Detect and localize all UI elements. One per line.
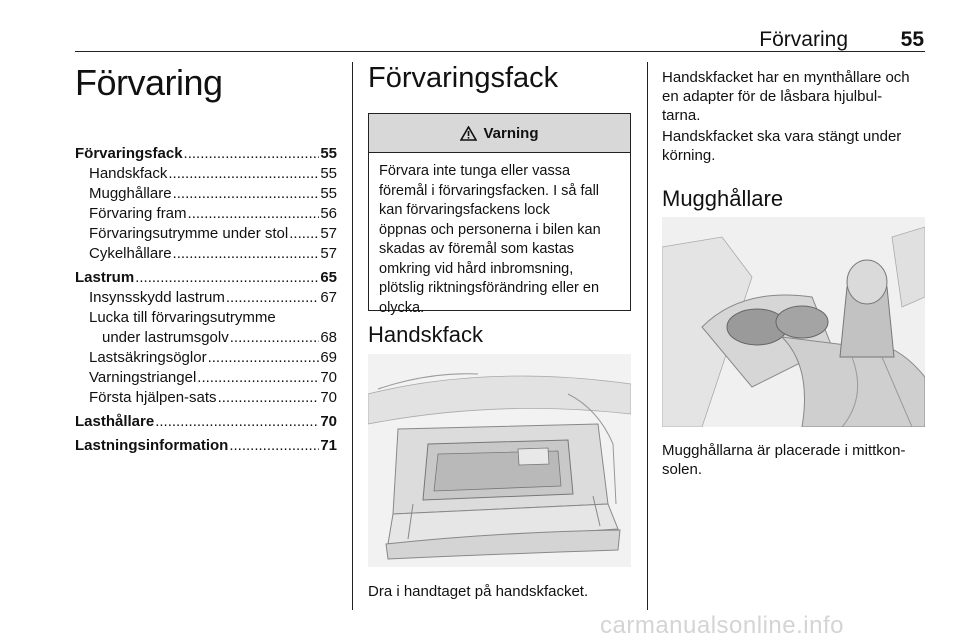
toc-entry[interactable]	[75, 204, 337, 224]
toc-entry-label: Insynsskydd lastrum	[89, 289, 225, 306]
toc-leader	[197, 368, 319, 388]
glovebox-closed-paragraph	[662, 127, 932, 165]
toc-section-entry[interactable]	[75, 436, 337, 456]
toc-page-number: 70	[320, 389, 337, 406]
toc-page-number: 57	[320, 245, 337, 262]
toc-entry[interactable]	[75, 288, 337, 308]
warning-line: plötslig riktningsförändring eller en	[379, 280, 600, 296]
toc-page-number: 70	[320, 413, 337, 430]
toc-entry-continuation[interactable]	[75, 328, 337, 348]
toc-section-entry[interactable]	[75, 144, 337, 164]
paragraph-line: solen.	[662, 461, 703, 478]
toc-page-number: 69	[320, 349, 337, 366]
toc-leader	[155, 412, 319, 432]
mugghallare-heading: Mugghållare	[662, 186, 784, 211]
toc-page-number: 57	[320, 225, 337, 242]
toc-page-number: 71	[320, 437, 337, 454]
handskfack-heading: Handskfack	[368, 322, 483, 347]
toc-entry-label: Lastrum	[75, 269, 135, 286]
toc-entry-label: Mugghållare	[89, 185, 172, 202]
toc-entry[interactable]	[75, 184, 337, 204]
toc-entry[interactable]	[75, 308, 337, 328]
toc-entry-label: Cykelhållare	[89, 245, 172, 262]
toc-leader	[173, 244, 320, 264]
toc-entry-label: Handskfack	[89, 165, 168, 182]
warning-line: öppnas och personerna i bilen kan	[379, 221, 601, 238]
warning-heading: Varning	[483, 124, 539, 142]
toc-leader	[135, 268, 319, 288]
toc-entry-label: Varningstriangel	[89, 369, 197, 386]
toc-entry-label: Lastningsinformation	[75, 437, 229, 454]
warning-line: kan förvaringsfackens lock	[379, 202, 550, 218]
toc-entry-label: Förvaringsfack	[75, 145, 183, 162]
toc-section-entry[interactable]	[75, 412, 337, 432]
paragraph-line: Handskfacket ska vara stängt under	[662, 128, 902, 145]
toc-page-number: 55	[320, 185, 337, 202]
toc-page-number: 67	[320, 289, 337, 306]
toc-leader	[229, 436, 319, 456]
glovebox-paragraph	[662, 68, 932, 125]
toc-entry[interactable]	[75, 244, 337, 264]
toc-entry[interactable]	[75, 368, 337, 388]
toc-entry-label: under lastrumsgolv	[102, 329, 229, 346]
toc-leader	[230, 328, 320, 348]
section-title: Förvaringsfack	[368, 62, 559, 94]
paragraph-line: Mugghållarna är placerade i mittkon-	[662, 442, 906, 459]
page-number: 55	[900, 28, 924, 51]
toc-entry[interactable]	[75, 388, 337, 408]
running-title: Förvaring	[759, 28, 848, 51]
toc-entry[interactable]	[75, 224, 337, 244]
paragraph-line: en adapter för de låsbara hjulbul-	[662, 88, 883, 105]
warning-line: Förvara inte tunga eller vassa	[379, 163, 571, 179]
toc-leader	[173, 184, 320, 204]
toc-entry-label: Förvaringsutrymme under stol	[89, 225, 289, 242]
toc-entry[interactable]	[75, 164, 337, 184]
column-divider-2	[647, 62, 648, 610]
warning-triangle-icon	[460, 126, 477, 141]
warning-line: föremål i förvaringsfacken. I så fall	[379, 182, 600, 199]
toc-page-number: 68	[320, 329, 337, 346]
cupholder-drawing	[662, 217, 925, 427]
warning-box	[368, 113, 631, 316]
warning-text	[369, 153, 630, 318]
glovebox-drawing	[368, 354, 631, 567]
toc-entry-label: Lasthållare	[75, 413, 155, 430]
mugghallare-paragraph	[662, 441, 932, 479]
toc-entry-label: Förvaring fram	[89, 205, 187, 222]
toc-leader	[218, 388, 320, 408]
toc-page-number: 55	[320, 145, 337, 162]
toc-page-number: 65	[320, 269, 337, 286]
toc-entry[interactable]	[75, 348, 337, 368]
table-of-contents	[75, 144, 337, 456]
toc-leader	[188, 204, 320, 224]
warning-header	[369, 114, 630, 153]
glovebox-illustration	[368, 354, 631, 567]
warning-line: skadas av föremål som kastas	[379, 241, 575, 257]
toc-entry-label: Första hjälpen-sats	[89, 389, 217, 406]
toc-entry-label: Lastsäkringsöglor	[89, 349, 207, 366]
chapter-title: Förvaring	[75, 62, 223, 103]
toc-entry-label: Lucka till förvaringsutrymme	[89, 309, 276, 326]
warning-line: omkring vid hård inbromsning,	[379, 260, 574, 277]
paragraph-line: Handskfacket har en mynthållare och	[662, 69, 910, 86]
column-divider-1	[352, 62, 353, 610]
header-rule	[75, 51, 925, 52]
toc-leader	[208, 348, 320, 368]
toc-leader	[184, 144, 320, 164]
toc-page-number: 70	[320, 369, 337, 386]
paragraph-line: körning.	[662, 147, 716, 164]
toc-page-number: 56	[320, 205, 337, 222]
toc-leader	[226, 288, 319, 308]
handskfack-caption: Dra i handtaget på handskfacket.	[368, 583, 589, 600]
warning-line: olycka.	[379, 299, 425, 316]
toc-leader	[289, 224, 319, 244]
watermark: carmanualsonline.info	[600, 612, 844, 639]
toc-page-number: 55	[320, 165, 337, 182]
paragraph-line: tarna.	[662, 107, 701, 124]
toc-leader	[168, 164, 319, 184]
toc-section-entry[interactable]	[75, 268, 337, 288]
cupholder-illustration	[662, 217, 925, 427]
